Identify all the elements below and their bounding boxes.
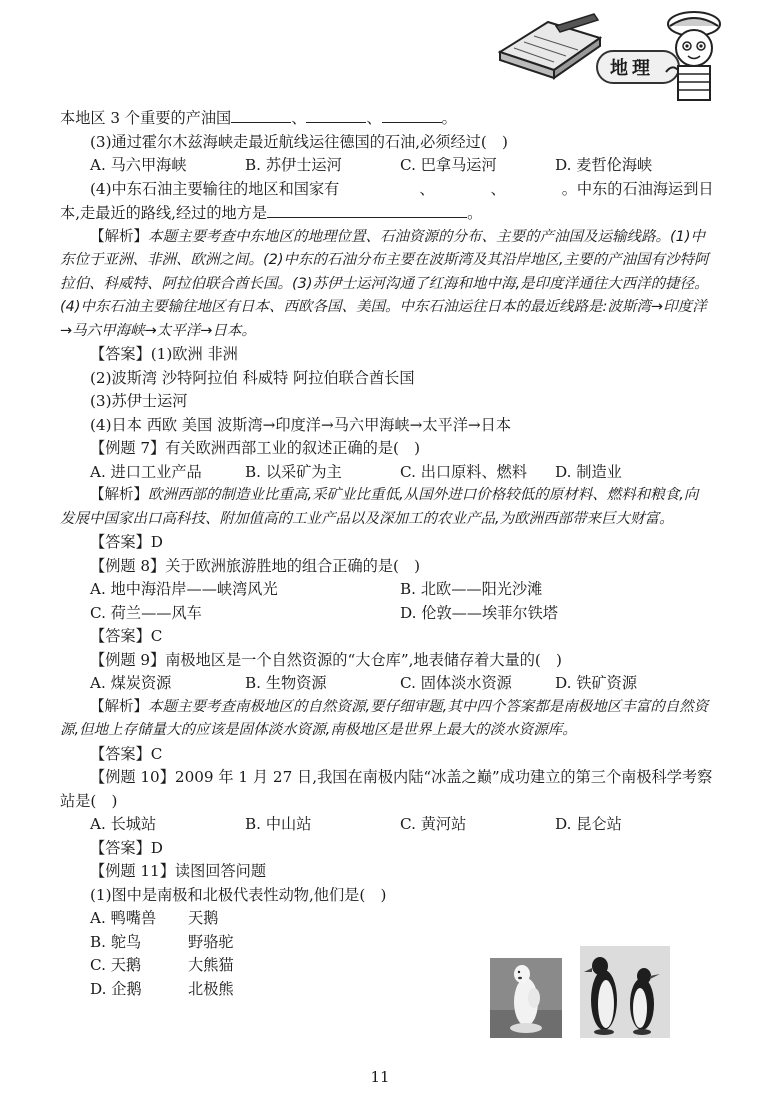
option-value: 野骆驼	[188, 932, 234, 951]
answer-blank	[267, 201, 467, 218]
example-10-question: 【例题 10】2009 年 1 月 27 日,我国在南极内陆“冰盖之巅”成功建立的第三个南极科学考察	[90, 768, 713, 786]
separator: 、	[291, 109, 307, 127]
header-decoration	[496, 6, 726, 104]
example-9-question: 【例题 9】南极地区是一个自然资源的“大仓库”,地表储存着大量的( )	[90, 650, 562, 669]
option-a: A. 长城站	[90, 815, 157, 833]
analysis-text: 本题主要考查中东地区的地理位置、石油资源的分布、主要的产油国及运输线路。(1)中东位于亚洲、非洲、欧洲之间。(2)中东的石油分布主要在波斯湾及其沿岸地区,主要的产油国有沙特阿拉伯、科威特、阿拉伯联合酋长国。(3)苏伊士运河沟通了红海和地中海,是印度洋通往大西洋的捷径。(4)中东石油主要输往地区有日本、西欧各国、美国。中东石油运往日本的最近线路是:波斯湾→印度洋→马六甲海峡→太平洋→日本。	[60, 228, 709, 339]
separator: 、	[366, 109, 382, 127]
option-value: 大熊猫	[188, 956, 234, 974]
answer-line: (2)波斯湾 沙特阿拉伯 科威特 阿拉伯联合酋长国	[90, 368, 415, 387]
answer-line: 【答案】(1)欧洲 非洲	[90, 345, 238, 363]
option-d: D. 昆仑站	[555, 815, 622, 833]
content	[60, 96, 714, 1001]
option-b: B. 以采矿为主	[245, 462, 342, 481]
example-11-option-a	[60, 907, 710, 931]
option-label: C. 天鹅	[90, 956, 142, 974]
q3-line: (3)通过霍尔木兹海峡走最近航线运往德国的石油,必须经过( )	[90, 132, 508, 151]
penguin-icon	[580, 946, 670, 1038]
q2-text: 本地区 3 个重要的产油国	[60, 109, 232, 127]
animal-photos	[490, 946, 670, 1038]
answer-line: 【答案】C	[90, 744, 163, 763]
option-d: D. 制造业	[555, 462, 622, 481]
option-c: C. 荷兰——风车	[90, 603, 202, 622]
q4-text-3: 本,走最近的路线,经过的地方是	[60, 204, 268, 222]
example-8-options-row-2	[60, 602, 710, 626]
option-label: D. 企鹅	[90, 979, 142, 998]
option-c: C. 出口原料、燃料	[400, 462, 528, 481]
analysis-block-7	[60, 484, 710, 531]
option-label: B. 鸵鸟	[90, 932, 142, 951]
analysis-block-9	[60, 696, 710, 743]
option-a: A. 进口工业产品	[90, 462, 202, 481]
answer-line: (3)苏伊士运河	[90, 392, 188, 410]
option-b: B. 苏伊士运河	[245, 156, 342, 174]
option-b: B. 生物资源	[245, 674, 327, 692]
option-a: A. 马六甲海峡	[90, 156, 187, 174]
option-d: D. 铁矿资源	[555, 674, 638, 692]
option-b: B. 中山站	[245, 815, 312, 833]
analysis-tag: 【解析】	[90, 698, 148, 715]
subject-label: 地理	[610, 58, 654, 79]
analysis-tag: 【解析】	[90, 487, 148, 503]
answer-line: 【答案】D	[90, 533, 163, 551]
penguin-photo	[580, 946, 670, 1038]
example-8-options-row-1	[60, 578, 710, 602]
option-b: B. 北欧——阳光沙滩	[400, 580, 543, 598]
book-icon	[496, 12, 606, 86]
analysis-text: 本题主要考查南极地区的自然资源,要仔细审题,其中四个答案都是南极地区丰富的自然资源,但地上存储量大的应该是固体淡水资源,南极地区是世界上最大的淡水资源库。	[60, 698, 709, 738]
example-11-question: 【例题 11】读图回答问题	[90, 862, 267, 880]
analysis-text: 欧洲西部的制造业比重高,采矿业比重低,从国外进口价格较低的原材料、燃料和粮食,向发展中国家出口高科技、附加值高的工业产品以及深加工的农业产品,为欧洲西部带来巨大财富。	[60, 487, 699, 527]
option-label: A. 鸭嘴兽	[90, 909, 157, 927]
example-10-question-2: 站是( )	[60, 791, 118, 810]
answer-line: (4)日本 西欧 美国 波斯湾→印度洋→马六甲海峡→太平洋→日本	[90, 415, 512, 434]
option-c: C. 固体淡水资源	[400, 674, 512, 692]
page-number: 11	[370, 1068, 390, 1086]
example-11-subquestion: (1)图中是南极和北极代表性动物,他们是( )	[90, 885, 387, 904]
option-a: A. 煤炭资源	[90, 674, 172, 692]
analysis-tag: 【解析】	[90, 228, 148, 245]
q4-text: (4)中东石油主要输往的地区和国家有	[90, 179, 340, 198]
q3-options	[60, 154, 710, 178]
line-end: 。	[467, 204, 483, 222]
analysis-block-1	[60, 226, 710, 344]
example-8-question: 【例题 8】关于欧洲旅游胜地的组合正确的是( )	[90, 556, 421, 575]
example-9-options	[60, 672, 710, 696]
option-c: C. 黄河站	[400, 815, 467, 833]
answer-line: 【答案】C	[90, 627, 163, 645]
option-d: D. 麦哲伦海峡	[555, 156, 653, 174]
q4-line-2	[60, 201, 710, 226]
answer-blank	[231, 106, 291, 123]
polar-bear-photo	[490, 958, 562, 1038]
answer-line: 【答案】D	[90, 838, 163, 857]
option-d: D. 伦敦——埃菲尔铁塔	[400, 603, 558, 622]
line-end: 。	[441, 109, 457, 127]
option-a: A. 地中海沿岸——峡湾风光	[90, 580, 278, 598]
answer-blank	[382, 106, 442, 123]
mascot-icon	[662, 6, 726, 104]
example-7-options	[60, 461, 710, 485]
q2-line	[60, 106, 710, 131]
answer-blank	[306, 106, 366, 123]
separator: 、	[419, 179, 435, 198]
option-value: 天鹅	[188, 909, 219, 927]
q4-line	[60, 178, 714, 202]
example-7-question: 【例题 7】有关欧洲西部工业的叙述正确的是( )	[90, 439, 421, 457]
option-value: 北极熊	[188, 979, 234, 998]
q4-text-2: 。中东的石油海运到日	[561, 179, 714, 198]
example-10-options	[60, 813, 710, 837]
polar-bear-icon	[490, 958, 562, 1038]
option-c: C. 巴拿马运河	[400, 156, 497, 174]
separator: 、	[490, 179, 506, 198]
